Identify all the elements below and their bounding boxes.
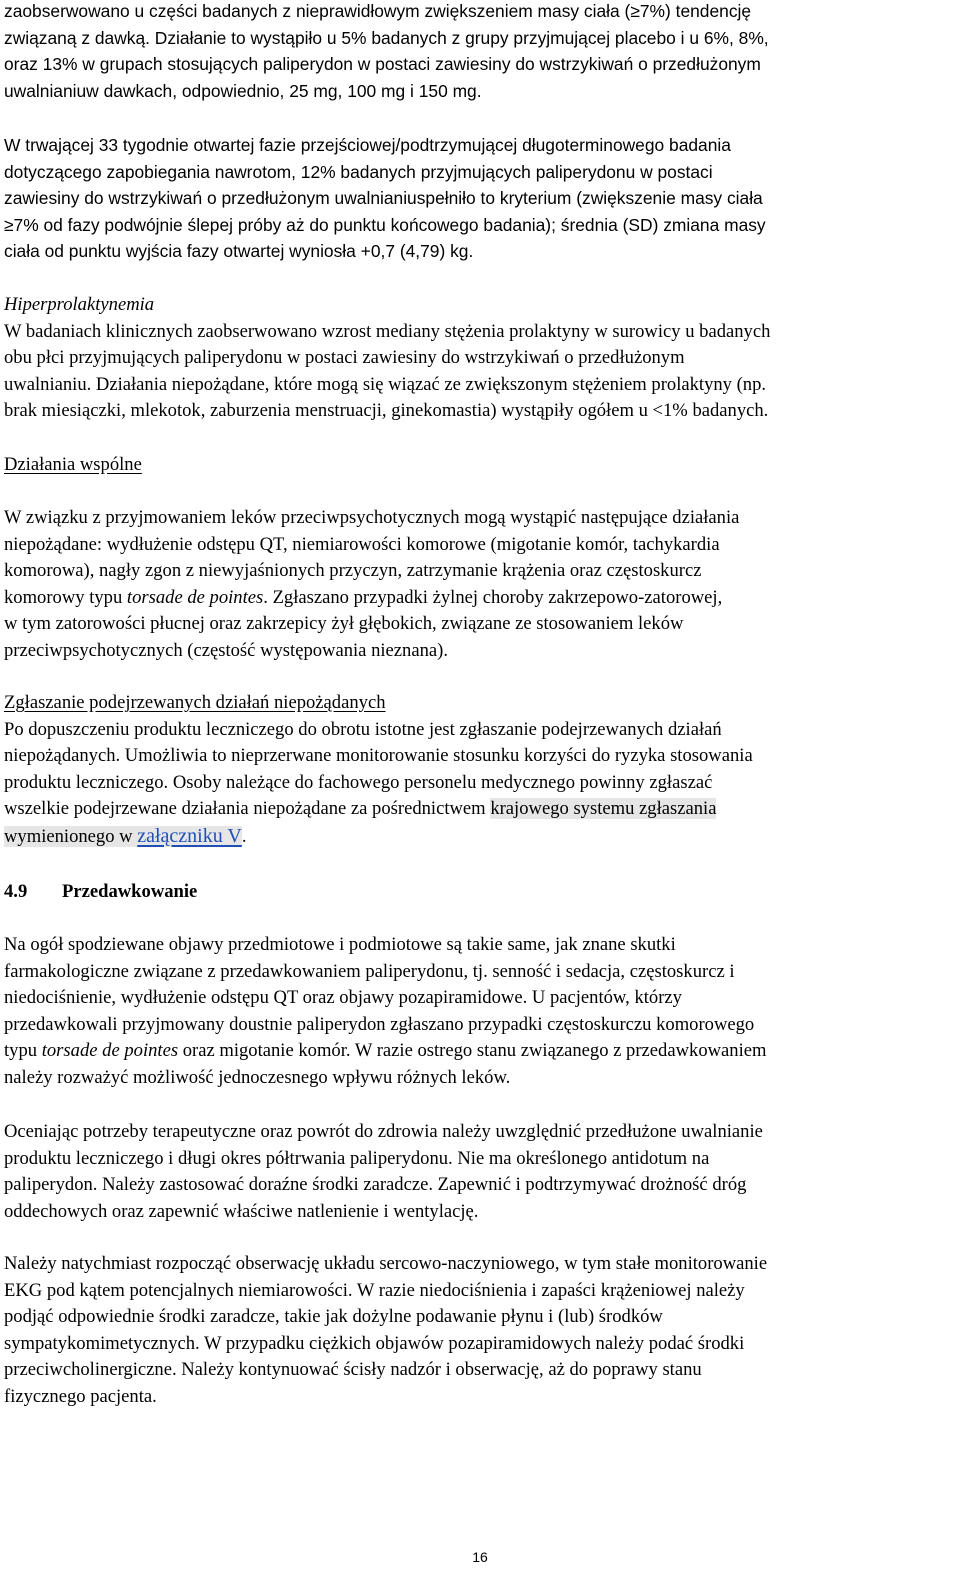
text-line: oraz 13% w grupach stosujących paliperydon w postaci zawiesiny do wstrzykiwań o przedłużonym bbox=[4, 54, 761, 74]
text-line: w tym zatorowości płucnej oraz zakrzepicy żył głębokich, związane ze stosowaniem leków bbox=[4, 613, 684, 634]
text-line: obu płci przyjmujących paliperydonu w postaci zawiesiny do wstrzykiwań o przedłużonym bbox=[4, 347, 685, 368]
text-line: W związku z przyjmowaniem leków przeciwpsychotycznych mogą wystąpić następujące działania bbox=[4, 507, 740, 528]
text-line: związaną z dawką. Działanie to wystąpiło u 5% badanych z grupy przyjmującej placebo i u 6%, 8%, bbox=[4, 27, 769, 48]
text-line: przeciwpsychotycznych (częstość występowania nieznana). bbox=[4, 639, 448, 661]
text-line: niepożądane: wydłużenie odstępu QT, niemiarowości komorowe (migotanie komór, tachykardia bbox=[4, 533, 720, 555]
text-line: oddechowych oraz zapewnić właściwe natlenienie i wentylację. bbox=[4, 1200, 479, 1222]
text-line: przedawkowali przyjmowany doustnie paliperydon zgłaszano przypadki częstoskurczu komorowego bbox=[4, 1013, 755, 1035]
text-line: produktu leczniczego. Osoby należące do fachowego personelu medycznego powinny zgłaszać bbox=[4, 771, 713, 793]
annex-v-link[interactable]: załączniku V bbox=[137, 824, 242, 847]
text-line: ciała od punktu wyjścia fazy otwartej wyniosła +0,7 (4,79) kg. bbox=[4, 241, 474, 261]
text-line: W trwającej 33 tygodnie otwartej fazie przejściowej/podtrzymującej długoterminowego badania bbox=[4, 135, 731, 155]
text-line: EKG pod kątem potencjalnych niemiarowości. W razie niedociśnienia i zapaści krążeniowej należy bbox=[4, 1279, 745, 1301]
text-line: niedociśnienie, wydłużenie odstępu QT oraz objawy pozapiramidowe. U pacjentów, którzy bbox=[4, 987, 682, 1008]
text-line: dotyczącego zapobiegania nawrotom, 12% badanych przyjmujących paliperydonu w postaci bbox=[4, 161, 713, 182]
paragraph-open-label-phase bbox=[4, 132, 954, 265]
text-line: uwalnianiu. Działania niepożądane, które mogą się wiązać ze zwiększonym stężeniem prolaktyny (np. bbox=[4, 373, 767, 395]
paragraph-cardiovascular-monitoring bbox=[4, 1251, 954, 1410]
text-line: uwalnianiuw dawkach, odpowiednio, 25 mg, 100 mg i 150 mg. bbox=[4, 80, 482, 101]
text-line: Oceniając potrzeby terapeutyczne oraz powrót do zdrowia należy uwzględnić przedłużone uwalnianie bbox=[4, 1121, 763, 1142]
subsection-title: Zgłaszanie podejrzewanych działań niepożądanych bbox=[4, 692, 386, 713]
paragraph-weight-gain-dose bbox=[4, 0, 954, 104]
text-line: zawiesiny do wstrzykiwań o przedłużonym uwalnianiuspełniło to kryterium (zwiększenie masy ciała bbox=[4, 188, 763, 208]
subsection-title: Hiperprolaktynemia bbox=[4, 294, 155, 315]
section-hyperprolactinemia bbox=[4, 292, 954, 425]
section-title: Przedawkowanie bbox=[62, 881, 198, 902]
text-line: należy rozważyć możliwość jednoczesnego wpływu różnych leków. bbox=[4, 1066, 511, 1088]
section-adverse-reporting bbox=[4, 690, 954, 850]
paragraph-overdose-treatment bbox=[4, 1119, 954, 1225]
section-number: 4.9 bbox=[4, 881, 28, 902]
text-line: ≥7% od fazy podwójnie ślepej próby aż do punktu końcowego badania); średnia (SD) zmiana masy bbox=[4, 214, 766, 235]
section-heading-overdose bbox=[4, 879, 954, 906]
section-common-effects-title bbox=[4, 452, 954, 479]
text-line: komorowy typu torsade de pointes. Zgłaszano przypadki żylnej choroby zakrzepowo-zatorowej, bbox=[4, 586, 723, 608]
text-line: brak miesiączki, mlekotok, zaburzenia menstruacji, ginekomastia) wystąpiły ogółem u <1% badanych. bbox=[4, 400, 769, 421]
page-number: 16 bbox=[472, 1549, 488, 1565]
text-line: farmakologiczne związane z przedawkowaniem paliperydonu, tj. senność i sedacja, częstoskurcz i bbox=[4, 960, 735, 982]
text-line: Należy natychmiast rozpocząć obserwację układu sercowo-naczyniowego, w tym stałe monitorowanie bbox=[4, 1253, 768, 1274]
text-line: Po dopuszczeniu produktu leczniczego do obrotu istotne jest zgłaszanie podejrzewanych działań bbox=[4, 718, 722, 740]
text-line: niepożądanych. Umożliwia to nieprzerwane monitorowanie stosunku korzyści do ryzyka stosowania bbox=[4, 745, 753, 766]
text-line: przeciwcholinergiczne. Należy kontynuować ścisły nadzór i obserwację, aż do poprawy stanu bbox=[4, 1359, 702, 1380]
text-line: sympatykomimetycznych. W przypadku ciężkich objawów pozapiramidowych należy podać środki bbox=[4, 1332, 745, 1354]
subsection-title: Działania wspólne bbox=[4, 454, 142, 475]
text-line: komorowa), nagły zgon z niewyjaśnionych przyczyn, zatrzymanie krążenia oraz częstoskurcz bbox=[4, 560, 702, 581]
text-line: Na ogół spodziewane objawy przedmiotowe i podmiotowe są takie same, jak znane skutki bbox=[4, 934, 676, 955]
text-line: podjąć odpowiednie środki zaradcze, takie jak dożylne podawanie płynu i (lub) środków bbox=[4, 1306, 663, 1327]
text-line: fizycznego pacjenta. bbox=[4, 1385, 157, 1407]
text-line: wszelkie podejrzewane działania niepożądane za pośrednictwem krajowego systemu zgłaszania bbox=[4, 798, 717, 819]
text-line: produktu leczniczego i długi okres półtrwania paliperydonu. Nie ma określonego antidotum na bbox=[4, 1147, 710, 1169]
paragraph-overdose-symptoms bbox=[4, 932, 954, 1091]
text-line: zaobserwowano u części badanych z nieprawidłowym zwiększeniem masy ciała (≥7%) tendencję bbox=[4, 1, 752, 21]
text-line: paliperydon. Należy zastosować doraźne środki zaradcze. Zapewnić i podtrzymywać drożność dróg bbox=[4, 1174, 747, 1195]
text-line: W badaniach klinicznych zaobserwowano wzrost mediany stężenia prolaktyny w surowicy u badanych bbox=[4, 320, 771, 342]
text-line: typu torsade de pointes oraz migotanie komór. W razie ostrego stanu związanego z przedawkowaniem bbox=[4, 1040, 767, 1061]
paragraph-class-effects bbox=[4, 505, 954, 664]
text-line: wymienionego w załączniku V. bbox=[4, 824, 247, 847]
